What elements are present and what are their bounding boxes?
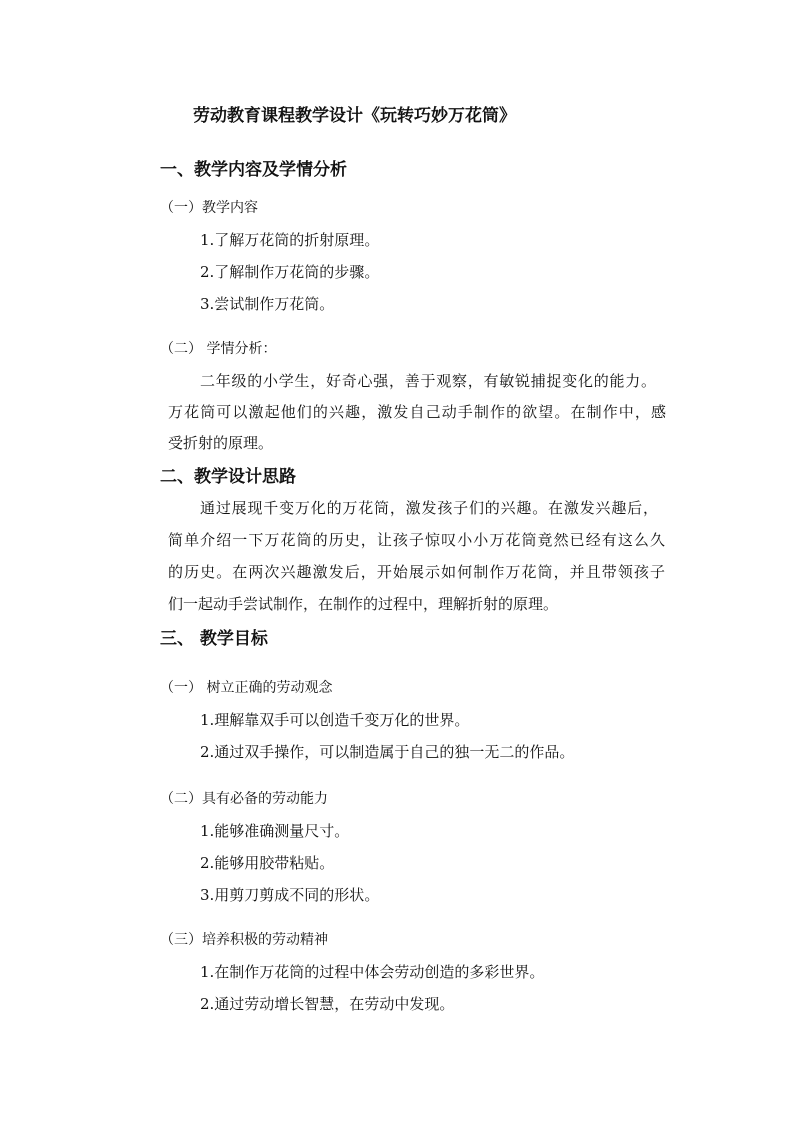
paragraph-line: 通过展现千变万化的万花筒，激发孩子们的兴趣。在激发兴趣后， bbox=[200, 499, 658, 517]
list-item: 2.了解制作万花筒的步骤。 bbox=[200, 263, 380, 281]
document-title: 劳动教育课程教学设计《玩转巧妙万花筒》 bbox=[193, 106, 516, 126]
list-item: 3.尝试制作万花筒。 bbox=[200, 295, 335, 313]
section-heading-content-analysis: 一、教学内容及学情分析 bbox=[160, 160, 347, 180]
section-heading-design-idea: 二、教学设计思路 bbox=[160, 467, 296, 487]
paragraph-line: 万花筒可以激起他们的兴趣，激发自己动手制作的欲望。在制作中，感 bbox=[168, 403, 666, 421]
list-item: 2.通过劳动增长智慧，在劳动中发现。 bbox=[200, 995, 455, 1013]
section-heading-teaching-goals: 三、 教学目标 bbox=[160, 629, 268, 649]
paragraph-line: 的历史。在两次兴趣激发后，开始展示如何制作万花筒，并且带领孩子 bbox=[168, 563, 665, 581]
subsection-heading-labor-spirit: （三）培养积极的劳动精神 bbox=[160, 932, 328, 948]
subsection-heading-labor-ability: （二）具有必备的劳动能力 bbox=[160, 791, 328, 807]
list-item: 1.在制作万花筒的过程中体会劳动创造的多彩世界。 bbox=[200, 963, 545, 981]
paragraph-line: 二年级的小学生，好奇心强，善于观察，有敏锐捕捉变化的能力。 bbox=[200, 372, 656, 390]
list-item: 2.能够用胶带粘贴。 bbox=[200, 854, 335, 872]
subsection-heading-labor-concept: （一） 树立正确的劳动观念 bbox=[160, 680, 333, 696]
list-item: 2.通过双手操作，可以制造属于自己的独一无二的作品。 bbox=[200, 743, 575, 761]
list-item: 1.理解靠双手可以创造千变万化的世界。 bbox=[200, 711, 470, 729]
list-item: 3.用剪刀剪成不同的形状。 bbox=[200, 886, 380, 904]
list-item: 1.能够准确测量尺寸。 bbox=[200, 822, 350, 840]
list-item: 1.了解万花筒的折射原理。 bbox=[200, 231, 380, 249]
paragraph-line: 们一起动手尝试制作，在制作的过程中，理解折射的原理。 bbox=[168, 595, 559, 613]
paragraph-line: 简单介绍一下万花筒的历史，让孩子惊叹小小万花筒竟然已经有这么久 bbox=[168, 531, 665, 549]
subsection-heading-student-analysis: （二） 学情分析： bbox=[160, 341, 277, 357]
paragraph-line: 受折射的原理。 bbox=[168, 434, 274, 452]
subsection-heading-teaching-content: （一）教学内容 bbox=[160, 200, 258, 216]
